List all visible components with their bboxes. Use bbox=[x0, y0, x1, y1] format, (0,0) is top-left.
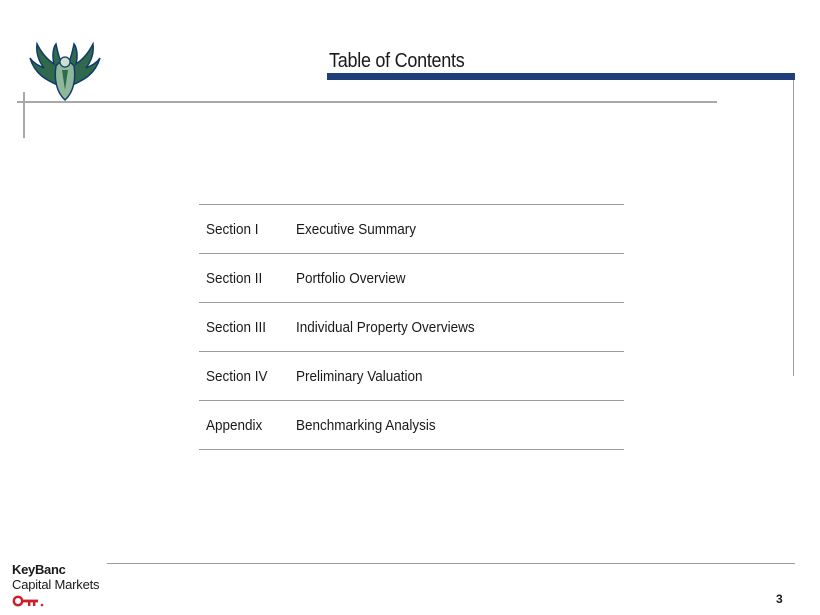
toc-section-label: Section III bbox=[206, 319, 267, 336]
page-title: Table of Contents bbox=[329, 50, 465, 72]
toc-section-label: Section I bbox=[206, 221, 259, 238]
toc-row[interactable] bbox=[199, 205, 624, 254]
toc-section-label: Section IV bbox=[206, 368, 268, 385]
toc-section-name: Portfolio Overview bbox=[296, 270, 406, 287]
brand-name: KeyBanc bbox=[12, 562, 66, 577]
header-rule bbox=[17, 101, 717, 103]
page-number: 3 bbox=[776, 592, 783, 606]
toc-row[interactable] bbox=[199, 401, 624, 450]
phoenix-shield-logo bbox=[22, 38, 108, 104]
brand-logo bbox=[12, 562, 99, 592]
footer-rule bbox=[107, 563, 795, 564]
toc-section-label: Appendix bbox=[206, 417, 263, 434]
toc-row[interactable] bbox=[199, 352, 624, 401]
header-vertical-rule bbox=[23, 92, 25, 138]
brand-subname: Capital Markets bbox=[12, 577, 100, 592]
toc-row[interactable] bbox=[199, 254, 624, 303]
toc-section-name: Benchmarking Analysis bbox=[296, 417, 436, 434]
key-icon bbox=[12, 594, 46, 606]
title-accent-bar bbox=[327, 73, 795, 80]
toc-table bbox=[199, 204, 624, 450]
toc-section-name: Preliminary Valuation bbox=[296, 368, 423, 385]
toc-row[interactable] bbox=[199, 303, 624, 352]
toc-section-name: Executive Summary bbox=[296, 221, 417, 238]
right-divider bbox=[793, 80, 794, 376]
toc-section-name: Individual Property Overviews bbox=[296, 319, 475, 336]
toc-section-label: Section II bbox=[206, 270, 263, 287]
